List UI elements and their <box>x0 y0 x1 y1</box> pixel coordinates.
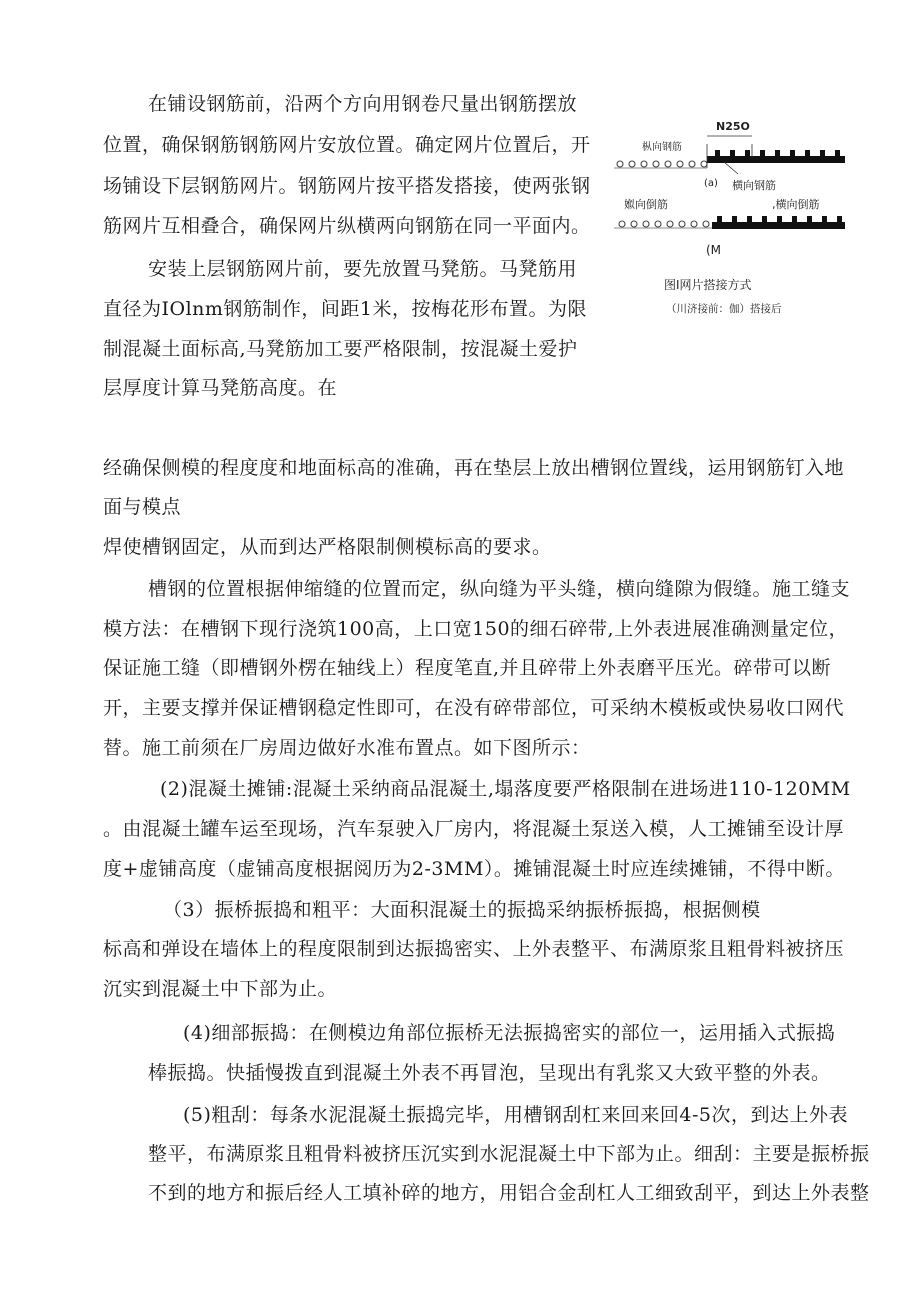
diagram-b <box>614 216 845 229</box>
body-line-11: 度+虚铺高度（虚铺高度根据阅历为2-3MM）。摊铺混凝土时应连续摊铺，不得中断。 <box>103 858 845 880</box>
body-line-16: 棒振捣。快插慢拨直到混凝土外表不再冒泡，呈现出有乳浆又大致平整的外表。 <box>148 1062 831 1084</box>
body-line-18: 整平，布满原浆且粗骨料被挤压沉实到水泥混凝土中下部为止。细刮：主要是振桥振 <box>148 1143 870 1165</box>
body-line-4: 槽钢的位置根据伸缩缝的位置而定，纵向缝为平头缝，横向缝隙为假缝。施工缝支 <box>148 578 851 600</box>
long-bar-circles-b <box>619 221 709 227</box>
figure-subcaption: （川济接前：伽）搭接后 <box>666 303 782 315</box>
leader-trans-a <box>724 162 738 174</box>
trans-bar-label-b: ,横向倒筋 <box>772 198 820 211</box>
body-line-15: (4)细部振捣：在侧模边角部位振桥无法振捣密实的部位一，运用插入式振捣 <box>183 1022 836 1044</box>
body-line-6: 保证施工缝（即槽钢外楞在轴线上）程度笔直,并且碎带上外表磨平压光。碎带可以断 <box>103 657 832 679</box>
dim-label-n250: N25O <box>716 120 750 133</box>
body-line-1: 经确保侧模的程度度和地面标高的准确，再在垫层上放出槽钢位置线，运用钢筋钉入地 <box>103 457 845 479</box>
trans-bar-label-a: 横向钢筋 <box>732 179 776 192</box>
body-line-7: 开，主要支撑并保证槽钢稳定性即可，在没有碎带部位，可采纳木模板或快易收口网代 <box>103 697 845 719</box>
para2-line-3: 制混凝土面标高,马凳筋加工要严格限制，按混凝土爱护 <box>103 338 578 360</box>
long-bar-label-a: 枞向钢筋 <box>642 142 682 153</box>
mesh-lap-figure <box>612 118 850 318</box>
body-line-14: 沉实到混凝土中下部为止。 <box>103 978 338 1000</box>
diagram-a-label: (a) <box>704 178 718 189</box>
body-line-5: 模方法：在槽钢下现行浇筑100高，上口宽150的细石碎带,上外表进展准确测量定位， <box>103 618 849 640</box>
figure-caption: 图I网片搭接方式 <box>664 278 752 292</box>
para1-line-3: 场铺设下层钢筋网片。钢筋网片按平搭发搭接，使两张钢 <box>103 175 591 197</box>
para2-line-1: 安装上层钢筋网片前，要先放置马凳筋。马凳筋用 <box>148 258 578 280</box>
transverse-bar-ticks-a <box>715 150 840 156</box>
transverse-bar-b <box>712 222 845 229</box>
transverse-bar-a <box>707 156 845 163</box>
body-line-13: 标高和弹设在墙体上的程度限制到达振捣密实、上外表整平、布满原浆且粗骨料被挤压 <box>103 938 845 960</box>
body-line-2: 面与模点 <box>103 496 182 518</box>
para2-line-4: 层厚度计算马凳筋高度。在 <box>103 377 338 399</box>
body-line-17: (5)粗刮：每条水泥混凝土振捣完毕，用槽钢刮杠来回来回4-5次，到达上外表 <box>183 1104 849 1126</box>
body-line-12: （3）振桥振捣和粗平：大面积混凝土的振捣采纳振桥振捣，根据侧模 <box>163 899 761 921</box>
long-bar-label-b: 娰向倒筋 <box>624 198 668 211</box>
long-bar-circles-a <box>617 161 707 167</box>
para1-line-4: 筋网片互相叠合，确保网片纵横两向钢筋在同一平面内。 <box>103 215 591 237</box>
body-line-9: (2)混凝土摊铺:混凝土采纳商品混凝土,塌落度要严格限制在进场进110-120MM <box>160 778 851 800</box>
body-line-3: 焊使槽钢固定，从而到达严格限制侧模标高的要求。 <box>103 536 552 558</box>
body-line-8: 替。施工前须在厂房周边做好水准布置点。如下图所示： <box>103 737 591 759</box>
para1-line-2: 位置，确保钢筋钢筋网片安放位置。确定网片位置后，开 <box>103 134 591 156</box>
body-line-19: 不到的地方和振后经人工填补碎的地方，用铝合金刮杠人工细致刮平，到达上外表整 <box>148 1182 870 1204</box>
transverse-bar-ticks-b <box>717 216 842 222</box>
body-line-10: 。由混凝土罐车运至现场，汽车泵驶入厂房内，将混凝土泵送入模，人工摊铺至设计厚 <box>103 818 845 840</box>
para2-line-2: 直径为IOlnm钢筋制作，间距1米，按梅花形布置。为限 <box>103 298 588 320</box>
para1-line-1: 在铺设钢筋前，沿两个方向用钢卷尺量出钢筋摆放 <box>148 93 578 115</box>
diagram-b-label: (M <box>706 243 722 257</box>
